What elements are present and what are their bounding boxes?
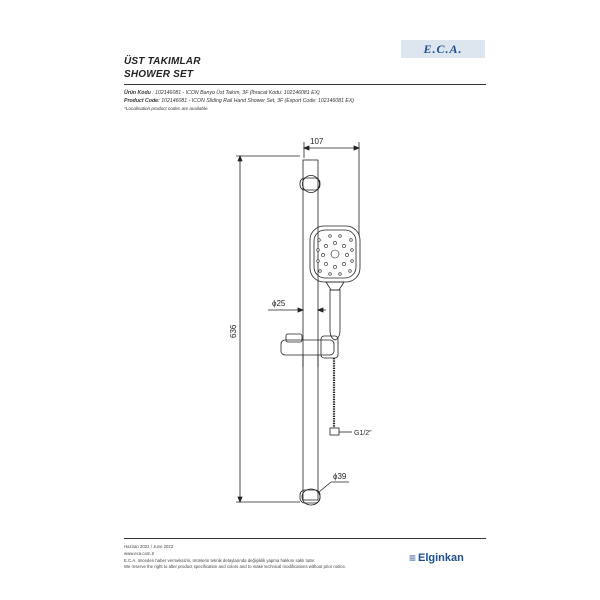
- footer-note-tr: E.C.A. önceden haber vermeksizin, ürünlerin teknik detaylarında değişiklik yapma hakkını saklı tutar.: [124, 558, 316, 563]
- title-english: SHOWER SET: [124, 69, 194, 80]
- spray-nozzles: [317, 235, 354, 276]
- title-turkish: ÜST TAKIMLAR: [124, 56, 201, 67]
- hose-nut: [330, 428, 339, 435]
- footer-website: www.eca.com.tr: [124, 551, 155, 556]
- product-code-en-text: 102146081 - ICON Sliding Rail Hand Shower Set, 3F (Export Code: 102146081 EX): [161, 98, 355, 104]
- eca-logo-text: E.C.A.: [423, 41, 463, 56]
- shower-head-neck: [326, 282, 344, 290]
- hand-shower-handle: [330, 290, 340, 340]
- product-code-tr-text: : 102146081 - ICON Banyo Üst Takım, 3F (İhracat Kodu: 102146081 EX): [152, 90, 320, 96]
- arrow-height-top: [238, 156, 242, 161]
- slider-knob: [286, 334, 302, 342]
- arrow-dia25-left: [298, 308, 303, 312]
- dimension-width-label: 107: [310, 137, 324, 146]
- localisation-note: *Localisation product codes are available.: [124, 106, 209, 111]
- product-code-en-label: Product Code:: [124, 98, 160, 104]
- dimension-dia39-label: ϕ39: [333, 472, 347, 481]
- elginkan-mark-icon: ≡: [409, 551, 417, 565]
- sliding-rail: [303, 160, 318, 500]
- arrow-height-bottom: [238, 497, 242, 502]
- elginkan-logo: [409, 551, 464, 565]
- footer-date: Haziran 2022 / June 2022: [124, 544, 174, 549]
- dimension-height-label: 636: [229, 324, 238, 338]
- elginkan-brand-text: Elginkan: [418, 552, 464, 564]
- dia39-leader: [319, 482, 331, 492]
- product-code-tr-label: Ürün Kodu: [124, 90, 151, 96]
- dimension-thread-label: G1/2": [354, 430, 372, 437]
- footer-divider: [124, 538, 486, 539]
- arrow-width-left: [304, 146, 309, 150]
- arrow-width-right: [354, 146, 359, 150]
- footer-note-en: We reserve the right to alter product specification and colors and to make technical modifications without prior notice.: [124, 564, 347, 569]
- dimension-dia25-label: ϕ25: [272, 299, 286, 308]
- arrow-dia25-right: [318, 308, 323, 312]
- center-nozzle: [331, 250, 339, 258]
